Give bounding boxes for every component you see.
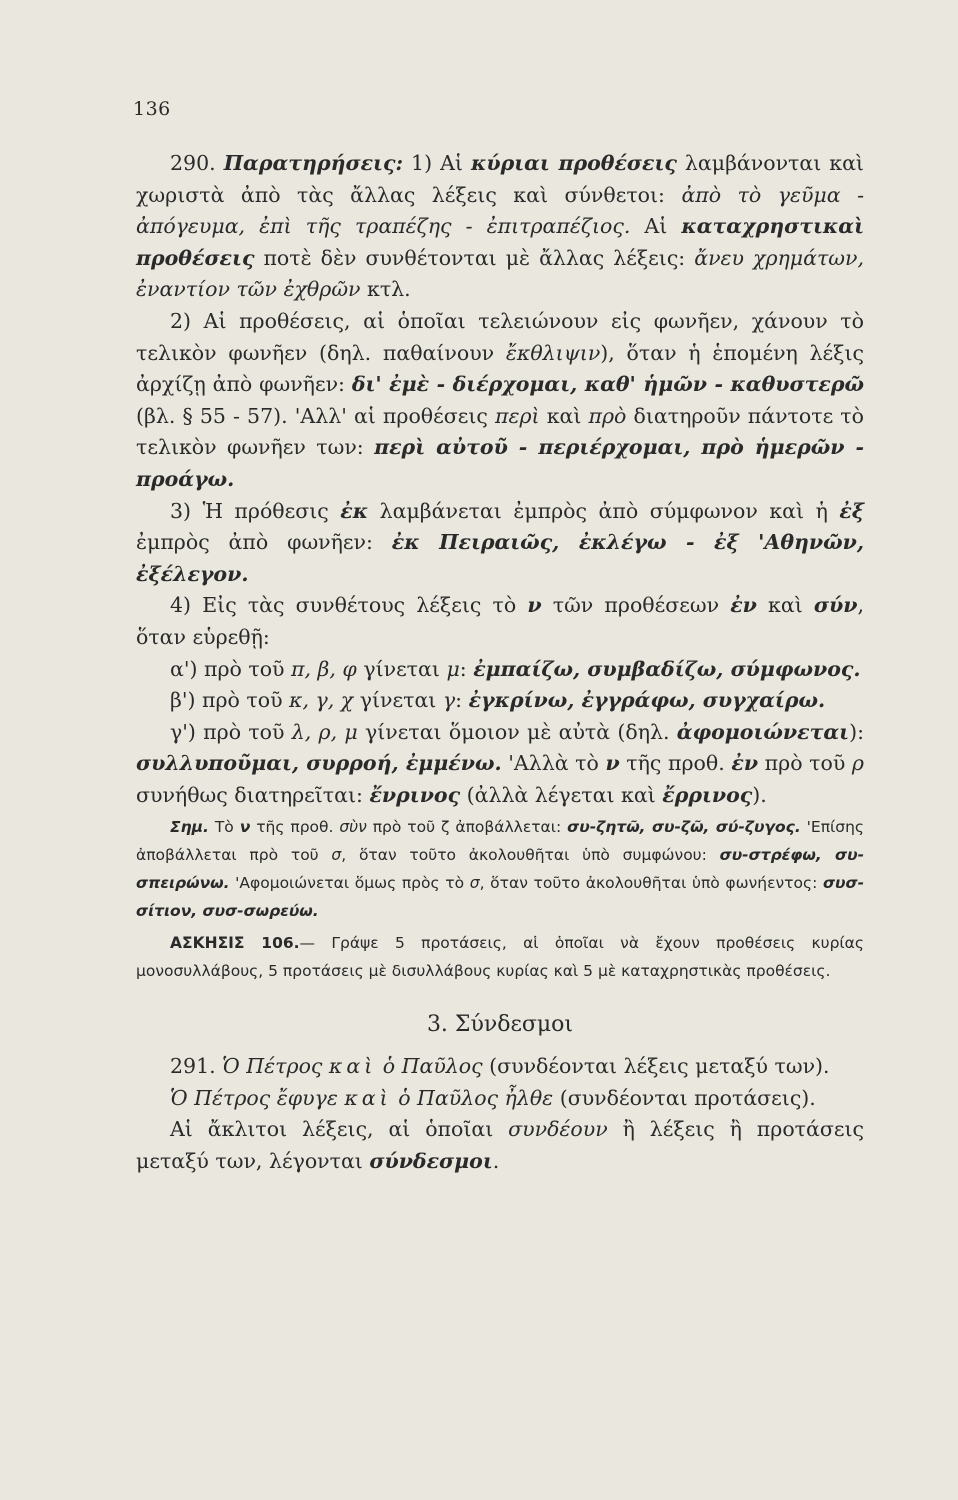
text-span: 2) Αἱ προθέσεις, αἱ ὁποῖαι τελειώνουν εἰς φωνῆεν, χάνουν τὸ τελικὸν φωνῆεν (δηλ. παθαίνουν bbox=[136, 308, 864, 365]
text-span: ). bbox=[752, 782, 767, 807]
text-span: , ὅταν τοῦτο ἀκολουθῆται ὑπὸ φωνήεντος: bbox=[479, 874, 823, 893]
exercise-text: — Γράψε 5 προτάσεις, αἱ ὁποῖαι νὰ ἔχουν προθέσεις κυρίας μονοσυλλάβους, 5 προτάσεις μὲ δισυλλάβους κυρίας καὶ 5 μὲ καταχρηστικὰς προθέσεις. bbox=[136, 934, 864, 981]
paragraph-290-3 bbox=[136, 496, 864, 591]
term: ἔκθλιψιν bbox=[505, 340, 601, 365]
term: λ, ρ, μ bbox=[291, 719, 358, 744]
example: συλλυποῦμαι, συρροή, ἐμμένω. bbox=[136, 751, 502, 776]
text-span: γίνεται ὅμοιον μὲ αὐτὰ (δηλ. bbox=[357, 719, 677, 744]
text-span: γίνεται bbox=[353, 688, 443, 713]
text-span: ): bbox=[849, 719, 864, 744]
term: ν bbox=[527, 593, 542, 618]
paragraph-291-3 bbox=[136, 1114, 864, 1177]
text-span: 'Επίσης ἀποβάλλεται πρὸ τοῦ bbox=[136, 818, 865, 865]
text-span: α') πρὸ τοῦ bbox=[170, 656, 292, 681]
paragraph-290-1 bbox=[136, 148, 864, 306]
text-span: , ὅταν εὑρεθῇ: bbox=[136, 593, 864, 649]
text-span: γ') πρὸ τοῦ bbox=[170, 719, 292, 744]
example: περὶ αὐτοῦ - περιέρχομαι, πρὸ ἡμερῶν - προάγω. bbox=[136, 435, 865, 491]
text-span: Αἱ bbox=[630, 214, 682, 239]
conjunction: καὶ bbox=[328, 1054, 377, 1079]
text-span: καὶ bbox=[539, 403, 589, 428]
text-span: . bbox=[492, 1148, 500, 1173]
term: συνδέουν bbox=[508, 1117, 608, 1142]
text-span: (συνδέονται λέξεις μεταξύ των). bbox=[482, 1054, 830, 1079]
text-span: γίνεται bbox=[356, 656, 447, 681]
section-heading: 3. Σύνδεσμοι bbox=[426, 1012, 574, 1038]
exercise-label: ΑΣΚΗΣΙΣ 106. bbox=[170, 934, 300, 953]
example: ἐμπαίζω, συμβαδίζω, σύμφωνος. bbox=[473, 656, 861, 681]
text-span: (ἀλλὰ λέγεται καὶ bbox=[460, 782, 663, 807]
text-span: 3) Ἡ πρόθεσις bbox=[170, 498, 341, 523]
page-text bbox=[136, 148, 864, 1177]
example: Ὁ Πέτρος ἔφυγε bbox=[170, 1085, 345, 1110]
term: μ bbox=[446, 656, 460, 681]
paragraph-290-2 bbox=[136, 306, 864, 496]
term: γ bbox=[442, 688, 456, 713]
paragraph-290-4 bbox=[136, 590, 864, 653]
term: κ, γ, χ bbox=[289, 688, 354, 713]
page-number: 136 bbox=[133, 98, 171, 120]
text-span: Τὸ bbox=[208, 818, 240, 837]
text-span: : bbox=[459, 656, 474, 681]
section-number: 290. bbox=[170, 151, 216, 175]
term: σύν bbox=[813, 593, 858, 618]
example: ἔρρινος bbox=[662, 782, 753, 807]
term: σ bbox=[331, 846, 342, 865]
example: συ-ζητῶ, συ-ζῶ, σύ-ζυγος. bbox=[567, 818, 801, 837]
text-span: ἢ λέξεις ἢ προτάσεις μεταξύ των, λέγονται bbox=[136, 1117, 864, 1173]
term: σὺν bbox=[339, 818, 367, 837]
paragraph-291-2 bbox=[136, 1083, 864, 1115]
example: ἄνευ χρημάτων, ἐναντίον τῶν ἐχθρῶν bbox=[136, 245, 864, 302]
term: ἐν bbox=[731, 751, 759, 776]
term: ν bbox=[239, 818, 251, 837]
text-span: κτλ. bbox=[360, 277, 411, 302]
text-span: συνήθως διατηρεῖται: bbox=[136, 782, 370, 807]
text-span: , ὅταν τοῦτο ἀκολουθῆται ὑπὸ συμφώνου: bbox=[341, 846, 720, 865]
text-span: ποτὲ δὲν συνθέτονται μὲ ἄλλας λέξεις: bbox=[254, 245, 695, 270]
text-span: 1) Αἱ bbox=[403, 151, 471, 175]
text-span: 'Αλλὰ τὸ bbox=[501, 751, 606, 776]
exercise-paragraph bbox=[136, 929, 864, 985]
rule-gamma bbox=[136, 717, 864, 812]
text-span: τῆς προθ. bbox=[250, 818, 340, 837]
text-span: β') πρὸ τοῦ bbox=[170, 688, 290, 713]
text-span: τῆς προθ. bbox=[619, 751, 732, 776]
term: ἐν bbox=[730, 593, 757, 618]
text-span: ἐμπρὸς ἀπὸ φωνῆεν: bbox=[136, 530, 392, 555]
term: κύριαι προθέσεις bbox=[470, 151, 677, 175]
text-span: ), ὅταν ἡ ἑπομένη λέξις ἀρχίζῃ ἀπὸ φωνῆεν: bbox=[136, 340, 864, 397]
text-span: λαμβάνεται ἐμπρὸς ἀπὸ σύμφωνον καὶ ἡ bbox=[368, 498, 840, 523]
term: σύνδεσμοι bbox=[369, 1148, 493, 1173]
text-span: καὶ bbox=[756, 593, 814, 618]
section-number: 291. bbox=[170, 1054, 223, 1079]
text-span: τῶν προθέσεων bbox=[541, 593, 731, 618]
example: ἔνρινος bbox=[369, 782, 461, 807]
text-span: 'Αφομοιώνεται ὅμως πρὸς τὸ bbox=[229, 874, 470, 893]
example: ἀπὸ τὸ γεῦμα - ἀπόγευμα, ἐπὶ τῆς τραπέζης - ἐπιτραπέζιος. bbox=[136, 182, 865, 239]
example: συ-στρέφω, συ-σπειρώνω. bbox=[136, 846, 864, 893]
text-span: πρὸ τοῦ bbox=[758, 751, 852, 776]
term: ἐκ bbox=[340, 498, 369, 523]
conjunction: καὶ bbox=[344, 1085, 392, 1110]
note-paragraph bbox=[136, 813, 864, 925]
note-label: Σημ. bbox=[170, 818, 209, 837]
example: Ὁ Πέτρος bbox=[222, 1054, 329, 1079]
term: ἐξ bbox=[839, 498, 864, 523]
example: δι' ἐμὲ - διέρχομαι, καθ' ἡμῶν - καθυστερῶ bbox=[351, 372, 864, 397]
example: ὁ Παῦλος ἦλθε bbox=[391, 1085, 554, 1110]
term: σ bbox=[469, 874, 480, 893]
example: ἐκ Πειραιῶς, ἐκλέγω - ἐξ 'Αθηνῶν, ἐξέλεγον. bbox=[136, 530, 865, 586]
rule-alpha bbox=[136, 654, 864, 686]
term: π, β, φ bbox=[291, 656, 357, 681]
text-span: πρὸ τοῦ ζ ἀποβάλλεται: bbox=[366, 818, 568, 837]
text-span: (συνδέονται προτάσεις). bbox=[553, 1085, 816, 1110]
term: ν bbox=[605, 751, 620, 776]
term: ἀφομοιώνεται bbox=[676, 719, 850, 744]
example: συσ-σίτιον, συσ-σωρεύω. bbox=[136, 874, 864, 921]
observations-title: Παρατηρήσεις: bbox=[223, 151, 404, 175]
text-span: λαμβάνονται καὶ χωριστὰ ἀπὸ τὰς ἄλλας λέξεις καὶ σύνθετοι: bbox=[136, 151, 864, 207]
term: περὶ bbox=[495, 403, 540, 428]
example: ὁ Παῦλος bbox=[376, 1054, 483, 1079]
term: πρὸ bbox=[588, 403, 627, 428]
text-span: : bbox=[455, 688, 469, 713]
text-span: (βλ. § 55 - 57). 'Αλλ' αἱ προθέσεις bbox=[136, 403, 496, 428]
paragraph-291-1 bbox=[136, 1051, 864, 1083]
rule-beta bbox=[136, 685, 864, 717]
text-span: διατηροῦν πάντοτε τὸ τελικὸν φωνῆεν των: bbox=[136, 403, 864, 460]
text-span: Αἱ ἄκλιτοι λέξεις, αἱ ὁποῖαι bbox=[170, 1117, 509, 1142]
term: ρ bbox=[851, 751, 864, 776]
example: ἐγκρίνω, ἐγγράφω, συγχαίρω. bbox=[468, 688, 826, 713]
term: καταχρηστικαὶ προθέσεις bbox=[136, 214, 864, 270]
text-span: 4) Εἰς τὰς συνθέτους λέξεις τὸ bbox=[170, 593, 528, 618]
